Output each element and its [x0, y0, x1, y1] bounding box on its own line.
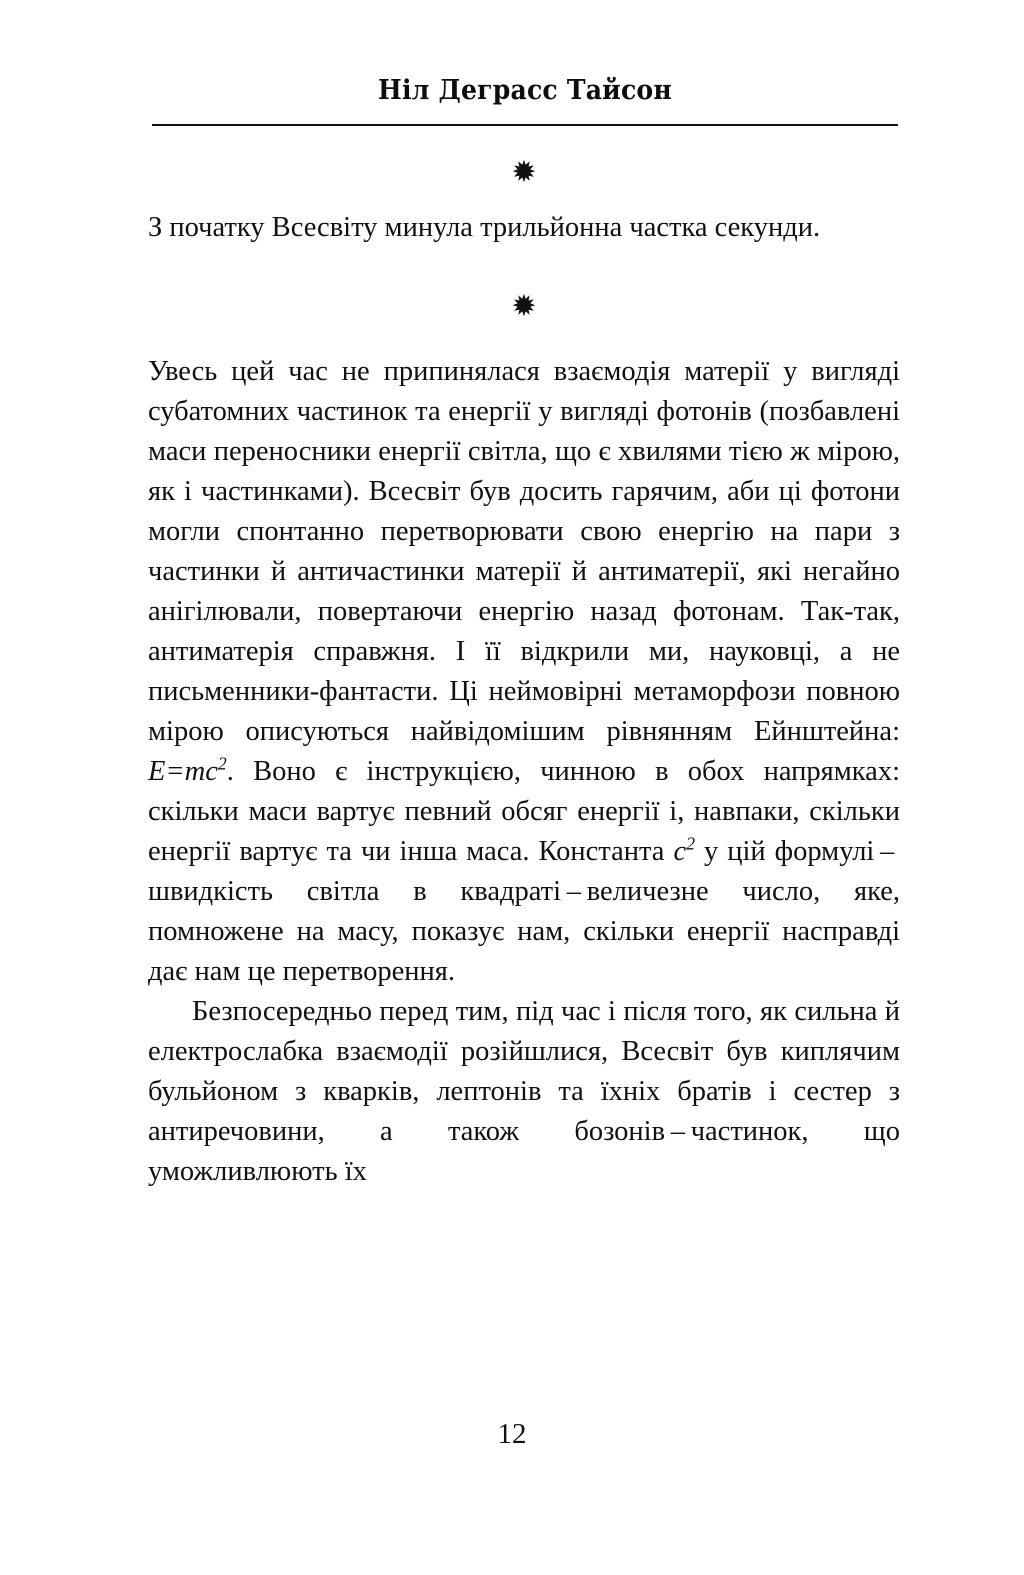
running-head-title: Ніл Деграсс Тайсон	[378, 75, 672, 106]
text-column	[148, 152, 900, 1192]
paragraph-main-text-b: . Воно є інструкцією, чинною в обох напрямках: скільки маси вартує певний обсяг енергії і, навпаки, скільки енергії вартує та чи інша маса. Константа	[148, 756, 900, 867]
formula-c-squared-exponent: 2	[686, 833, 695, 854]
paragraph-closing: Безпосередньо перед тим, під час і після того, як сильна й електрослабка взаємодії розійшлися, Всесвіт був киплячим бульйоном з кварків, лептонів та їхніх братів і сестер з антиречовини, а також бозонів – частинок, що уможливлюють їх	[148, 996, 900, 1187]
star-ornament-icon: ✹	[511, 156, 537, 189]
paragraph-main-text-c: у цій формулі – швидкість світла в квадраті – величезне число, яке, помножене на масу, показує нам, скільки енергії насправді дає нам це перетворення.	[148, 836, 900, 987]
paragraph-main	[148, 352, 900, 992]
header-divider-rule	[152, 124, 898, 126]
paragraph-main-text-a: Увесь цей час не припинялася взаємодія матерії у вигляді субатомних частинок та енергії у вигляді фотонів (позбавлені маси переносники енергії світла, що є хвилями тією ж мірою, як і частинками). Всесвіт був досить гарячим, аби ці фотони могли спонтанно перетворювати свою енергію на пари з частинки й античастинки матерії й антиматерії, які негайно анігілювали, повертаючи енергію назад фотонам. Так‑так, антиматерія справжня. І її відкрили ми, науковці, а не письменники‑фантасти. Ці неймовірні метаморфози повною мірою описуються найвідомішим рівнянням Ейнштейна:	[148, 356, 900, 747]
formula-c-squared: c	[673, 836, 687, 867]
paragraph-opening: З початку Всесвіту минула трильйонна частка секунди.	[148, 212, 821, 243]
star-ornament-icon: ✹	[511, 290, 537, 323]
formula-emc2-exponent: 2	[217, 753, 227, 774]
formula-emc2: E=mc	[148, 756, 218, 787]
page-number: 12	[497, 1418, 527, 1450]
